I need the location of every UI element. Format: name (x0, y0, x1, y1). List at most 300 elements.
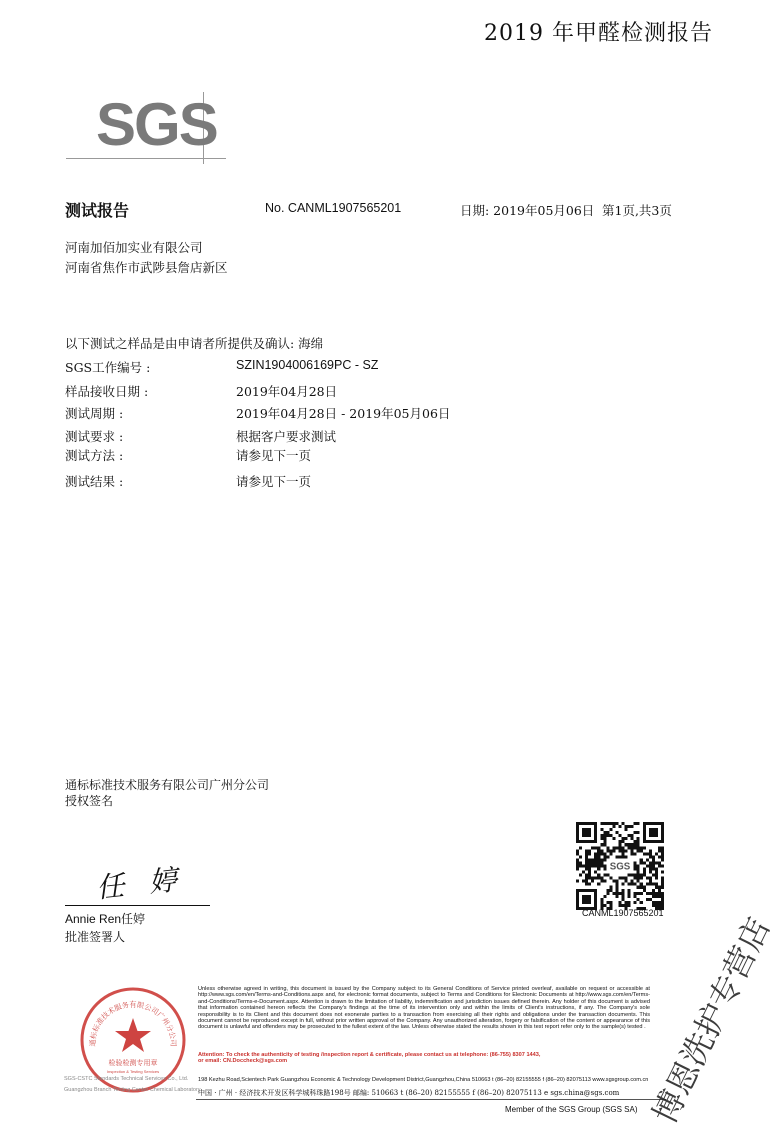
lab-name-line-1: SGS-CSTC Standards Technical Services Co., Ltd. (64, 1076, 189, 1082)
qr-module (606, 901, 609, 904)
field-value-received-date: 2019年04月28日 (236, 384, 338, 399)
field-label-job-number: SGS工作编号 : (65, 360, 151, 375)
qr-module (591, 846, 594, 849)
qr-module (652, 904, 655, 907)
qr-module (622, 840, 625, 843)
qr-module (597, 849, 600, 852)
qr-module (628, 874, 631, 877)
stamp-star-icon (115, 1018, 151, 1052)
qr-module (576, 849, 579, 852)
lab-name-line-2: Guangzhou Branch Testing Center Chemical Laboratory (64, 1087, 201, 1093)
qr-module (603, 840, 606, 843)
qr-module (585, 883, 588, 886)
qr-module (658, 861, 661, 864)
qr-module (591, 864, 594, 867)
field-label-test-request: 测试要求 : (65, 429, 124, 444)
qr-module (625, 849, 628, 852)
qr-module (600, 880, 603, 883)
qr-module (652, 874, 655, 877)
field-value-test-period: 2019年04月28日 - 2019年05月06日 (236, 406, 451, 421)
qr-module (585, 880, 588, 883)
qr-module (622, 883, 625, 886)
qr-module (652, 895, 655, 898)
qr-module (618, 904, 621, 907)
qr-module (615, 846, 618, 849)
qr-module (579, 874, 582, 877)
qr-module (615, 831, 618, 834)
qr-module (631, 837, 634, 840)
qr-module (637, 843, 640, 846)
qr-module (661, 855, 664, 858)
qr-module (576, 861, 579, 864)
qr-module (588, 858, 591, 861)
qr-module (606, 822, 609, 825)
signature-line (65, 905, 210, 906)
qr-module (655, 877, 658, 880)
qr-module (603, 855, 606, 858)
qr-module (637, 831, 640, 834)
qr-module (658, 889, 661, 892)
qr-module (631, 852, 634, 855)
qr-module (603, 880, 606, 883)
qr-module (594, 855, 597, 858)
qr-module (658, 864, 661, 867)
report-date: 日期: 2019年05月06日 (460, 203, 595, 218)
qr-module (597, 883, 600, 886)
qr-module (655, 861, 658, 864)
qr-module (618, 892, 621, 895)
qr-module (606, 849, 609, 852)
report-page-count: 第1页,共3页 (602, 203, 672, 218)
qr-module (649, 871, 652, 874)
qr-module (622, 889, 625, 892)
qr-module (622, 846, 625, 849)
qr-module (655, 886, 658, 889)
qr-module (618, 849, 621, 852)
qr-module (606, 889, 609, 892)
qr-module (658, 892, 661, 895)
qr-module (637, 822, 640, 825)
field-value-test-result: 请参见下一页 (236, 474, 312, 489)
qr-module (631, 874, 634, 877)
qr-module (585, 874, 588, 877)
qr-module (622, 822, 625, 825)
qr-module (585, 861, 588, 864)
qr-module (576, 868, 579, 871)
qr-module (579, 855, 582, 858)
authenticity-notice (198, 1052, 668, 1065)
qr-module (597, 877, 600, 880)
qr-module (634, 852, 637, 855)
qr-module (637, 874, 640, 877)
qr-module (652, 889, 655, 892)
qr-module (622, 895, 625, 898)
qr-module (625, 904, 628, 907)
qr-module (600, 843, 603, 846)
qr-module (600, 901, 603, 904)
qr-module (618, 901, 621, 904)
qr-module (603, 858, 606, 861)
qr-module (628, 825, 631, 828)
qr-module (597, 855, 600, 858)
qr-module (579, 861, 582, 864)
qr-module (646, 898, 649, 901)
qr-module (622, 855, 625, 858)
authenticity-notice-line-1: Attention: To check the authenticity of testing /inspection report & certificate, please contact us at telephone: (86-755) 8307 1443, (198, 1052, 541, 1058)
qr-module (652, 861, 655, 864)
qr-module (622, 849, 625, 852)
qr-module (658, 886, 661, 889)
qr-module (606, 846, 609, 849)
qr-module (594, 864, 597, 867)
qr-module (609, 889, 612, 892)
qr-module (661, 886, 664, 889)
qr-module (588, 861, 591, 864)
qr-module (612, 846, 615, 849)
qr-module (643, 889, 646, 892)
qr-module (643, 868, 646, 871)
qr-module (609, 852, 612, 855)
document-header-title: 2019 年甲醛检测报告 (484, 21, 713, 46)
qr-module (634, 883, 637, 886)
qr-module (591, 880, 594, 883)
qr-module (594, 861, 597, 864)
qr-module (591, 877, 594, 880)
qr-module (649, 892, 652, 895)
field-label-test-result: 测试结果 : (65, 474, 124, 489)
qr-module (637, 877, 640, 880)
authenticity-notice-line-2: or email: CN.Doccheck@sgs.com (198, 1058, 288, 1065)
qr-module (628, 895, 631, 898)
qr-module (637, 837, 640, 840)
qr-module (606, 855, 609, 858)
qr-module (655, 904, 658, 907)
qr-module (615, 886, 618, 889)
qr-module (634, 843, 637, 846)
qr-module (600, 828, 603, 831)
field-value-job-number: SZIN1904006169PC - SZ (236, 358, 379, 372)
qr-module (588, 852, 591, 855)
qr-module (603, 834, 606, 837)
qr-module (655, 901, 658, 904)
qr-module (597, 861, 600, 864)
qr-module (640, 883, 643, 886)
qr-module (615, 822, 618, 825)
qr-module (649, 864, 652, 867)
qr-module (661, 846, 664, 849)
qr-module (600, 822, 603, 825)
sgs-logo: SGS (96, 91, 217, 158)
qr-module (615, 855, 618, 858)
qr-module (643, 852, 646, 855)
qr-module (634, 861, 637, 864)
qr-module (591, 861, 594, 864)
qr-module (643, 846, 646, 849)
issuing-company: 通标标准技术服务有限公司广州分公司 (65, 778, 270, 792)
qr-module (600, 904, 603, 907)
qr-module (606, 831, 609, 834)
qr-module (625, 825, 628, 828)
qr-module (625, 837, 628, 840)
qr-module (652, 864, 655, 867)
qr-module (640, 858, 643, 861)
qr-module (631, 849, 634, 852)
qr-module (609, 849, 612, 852)
qr-module (609, 877, 612, 880)
qr-module (600, 858, 603, 861)
field-value-test-request: 根据客户要求测试 (236, 429, 337, 444)
qr-module (585, 858, 588, 861)
qr-module (606, 834, 609, 837)
qr-module (582, 871, 585, 874)
qr-module (649, 898, 652, 901)
qr-module (661, 858, 664, 861)
qr-module (634, 864, 637, 867)
qr-module (588, 871, 591, 874)
qr-module (600, 861, 603, 864)
qr-module (643, 886, 646, 889)
qr-module (658, 855, 661, 858)
qr-module (649, 883, 652, 886)
qr-module (637, 864, 640, 867)
qr-module (579, 846, 582, 849)
qr-module (634, 895, 637, 898)
qr-module (640, 846, 643, 849)
authorized-signature-label: 授权签名 (65, 794, 114, 808)
qr-module (628, 834, 631, 837)
qr-module (585, 864, 588, 867)
shop-watermark: 博恩洗护专营店 (645, 911, 778, 1130)
qr-module (622, 892, 625, 895)
qr-module (628, 904, 631, 907)
qr-module (661, 895, 664, 898)
qr-module (634, 901, 637, 904)
qr-module (634, 868, 637, 871)
qr-module (597, 864, 600, 867)
qr-module (634, 892, 637, 895)
qr-module (597, 858, 600, 861)
qr-module (582, 864, 585, 867)
qr-module (618, 834, 621, 837)
qr-module (603, 831, 606, 834)
qr-module (622, 898, 625, 901)
qr-module (588, 864, 591, 867)
client-address: 河南省焦作市武陟县詹店新区 (65, 260, 228, 275)
qr-module (640, 886, 643, 889)
qr-module (612, 825, 615, 828)
qr-module (661, 892, 664, 895)
qr-module (661, 898, 664, 901)
qr-module (591, 858, 594, 861)
qr-module (603, 904, 606, 907)
qr-module (576, 880, 579, 883)
qr-module (628, 901, 631, 904)
footer-rule (196, 1099, 666, 1100)
qr-module (576, 852, 579, 855)
qr-module (603, 895, 606, 898)
qr-module (637, 898, 640, 901)
qr-module (640, 874, 643, 877)
qr-module (634, 846, 637, 849)
qr-module (628, 892, 631, 895)
qr-module (600, 877, 603, 880)
qr-module (600, 837, 603, 840)
qr-module (649, 855, 652, 858)
qr-module (612, 849, 615, 852)
qr-module (579, 864, 582, 867)
qr-module (622, 904, 625, 907)
qr-module (661, 880, 664, 883)
qr-module (649, 852, 652, 855)
qr-center-logo: SGS (609, 861, 631, 873)
qr-module (585, 877, 588, 880)
qr-module (603, 852, 606, 855)
qr-module (655, 871, 658, 874)
qr-module (646, 858, 649, 861)
qr-module (652, 892, 655, 895)
qr-module (622, 837, 625, 840)
qr-module (640, 861, 643, 864)
qr-module (606, 892, 609, 895)
qr-module (655, 852, 658, 855)
qr-module (615, 895, 618, 898)
qr-module (652, 883, 655, 886)
signer-name: Annie Ren任婷 (65, 912, 146, 926)
qr-module (655, 895, 658, 898)
qr-module (576, 864, 579, 867)
qr-module (661, 852, 664, 855)
qr-module (603, 864, 606, 867)
qr-module (643, 874, 646, 877)
qr-module (612, 880, 615, 883)
qr-module (661, 883, 664, 886)
qr-module (600, 834, 603, 837)
qr-module (655, 874, 658, 877)
qr-module (588, 874, 591, 877)
qr-module (588, 868, 591, 871)
qr-module (600, 852, 603, 855)
qr-module (655, 892, 658, 895)
qr-module (603, 843, 606, 846)
sample-statement: 以下测试之样品是由申请者所提供及确认: 海绵 (65, 336, 324, 351)
signer-title: 批准签署人 (65, 930, 126, 944)
qr-module (597, 868, 600, 871)
qr-module (600, 849, 603, 852)
qr-module (658, 846, 661, 849)
qr-module (594, 858, 597, 861)
qr-module (649, 877, 652, 880)
qr-module (582, 880, 585, 883)
qr-module (658, 901, 661, 904)
qr-module (609, 834, 612, 837)
address-chinese: 中国 · 广州 · 经济技术开发区科学城科珠路198号 邮编: 510663 t (86–20) 82155555 f (86–20) 82075113 e sgs.china@sgs.com (198, 1089, 620, 1097)
qr-module (637, 840, 640, 843)
qr-module (646, 883, 649, 886)
qr-module (631, 883, 634, 886)
qr-finder-pattern (582, 895, 591, 904)
qr-module (625, 828, 628, 831)
handwritten-signature: 任 婷 (94, 862, 187, 905)
qr-module (637, 886, 640, 889)
qr-label: CANML1907565201 (582, 908, 664, 918)
qr-module (606, 874, 609, 877)
address-english: 198 Kezhu Road,Scientech Park Guangzhou Economic & Technology Development District,Guangzhou,China 510663 t (86–20) 82155555 f (86–20) 82075113 www.sgsgroup.com.cn (198, 1077, 649, 1083)
qr-module (646, 864, 649, 867)
qr-module (628, 883, 631, 886)
qr-module (643, 871, 646, 874)
stamp-outer-text: 通标标准技术服务有限公司广州分公司 (87, 1000, 179, 1047)
qr-module (634, 822, 637, 825)
qr-module (597, 852, 600, 855)
qr-module (597, 846, 600, 849)
qr-module (661, 877, 664, 880)
qr-module (609, 904, 612, 907)
report-title: 测试报告 (65, 201, 130, 220)
qr-module (588, 877, 591, 880)
qr-module (658, 904, 661, 907)
qr-code[interactable] (576, 822, 664, 910)
qr-module (640, 877, 643, 880)
qr-module (631, 825, 634, 828)
qr-module (612, 837, 615, 840)
qr-module (643, 861, 646, 864)
report-number: No. CANML1907565201 (265, 201, 402, 215)
qr-module (661, 904, 664, 907)
field-label-test-period: 测试周期 : (65, 406, 124, 421)
qr-module (615, 892, 618, 895)
qr-module (661, 901, 664, 904)
qr-module (609, 828, 612, 831)
qr-module (622, 852, 625, 855)
qr-module (661, 871, 664, 874)
qr-module (661, 864, 664, 867)
qr-module (603, 837, 606, 840)
qr-module (618, 825, 621, 828)
qr-module (661, 849, 664, 852)
qr-module (603, 874, 606, 877)
qr-module (609, 886, 612, 889)
qr-module (625, 880, 628, 883)
qr-module (600, 898, 603, 901)
qr-module (588, 883, 591, 886)
qr-module (637, 849, 640, 852)
qr-module (615, 883, 618, 886)
qr-module (652, 901, 655, 904)
qr-module (618, 846, 621, 849)
field-label-test-method: 测试方法 : (65, 448, 124, 463)
qr-module (594, 877, 597, 880)
qr-module (588, 849, 591, 852)
qr-module (585, 855, 588, 858)
qr-module (631, 843, 634, 846)
qr-module (615, 880, 618, 883)
qr-module (637, 880, 640, 883)
qr-module (637, 892, 640, 895)
stamp-inner-english: Inspection & Testing Services (106, 1069, 160, 1074)
qr-module (585, 852, 588, 855)
qr-module (652, 855, 655, 858)
qr-module (649, 861, 652, 864)
qr-module (634, 877, 637, 880)
qr-module (634, 874, 637, 877)
legal-disclaimer: Unless otherwise agreed in writing, this document is issued by the Company subject to its General Conditions of Service printed overleaf, available on request or accessible at http://www.sgs.com/en/Terms-and-Conditions.aspx and, for electronic format documents, subject to Terms and Conditions for Electronic Documents at http://www.sgs.com/en/Terms-and-Conditions/Terms-e-Document.aspx. Attention is drawn to the limitation of liability, indemnification and jurisdiction issues defined therein. Any holder of this document is advised that information contained hereon reflects the Company's findings at the time of its intervention only and within the limits of Client's instructions, if any. The Company's sole responsibility is to its Client and this document does not exonerate parties to a transaction from exercising all their rights and obligations under the transaction documents. This document cannot be reproduced except in full, without prior written approval of the Company. Any unauthorized alteration, forgery or falsification of the content or appearance of this document is unlawful and offenders may be prosecuted to the fullest extent of the law. Unless otherwise stated the results shown in this test report refer only to the sample(s) tested . (198, 986, 650, 1031)
qr-module (615, 889, 618, 892)
qr-module (585, 849, 588, 852)
qr-module (625, 855, 628, 858)
qr-module (603, 822, 606, 825)
qr-module (609, 822, 612, 825)
qr-module (658, 895, 661, 898)
